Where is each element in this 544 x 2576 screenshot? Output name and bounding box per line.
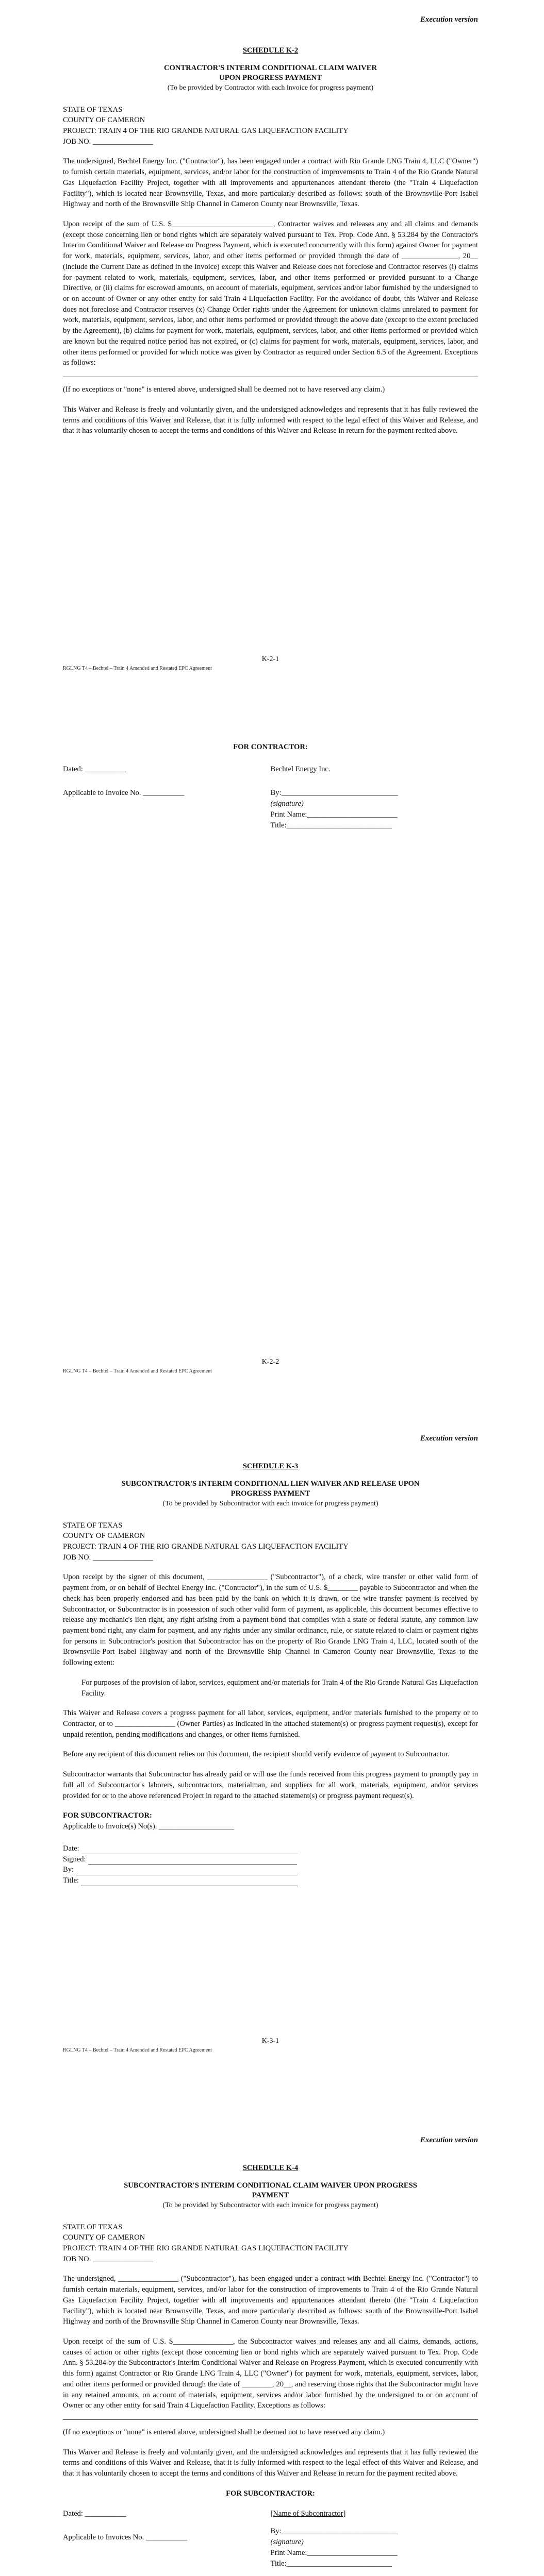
signature-left <box>63 764 254 831</box>
signature-caption: (signature) <box>270 2538 304 2547</box>
county-line: COUNTY OF CAMERON <box>63 1532 145 1540</box>
page-footer-k2-1 <box>0 655 544 671</box>
print-name-field[interactable]: Print Name:________________________ <box>270 810 398 819</box>
signature-lines <box>63 1843 478 1886</box>
release-paragraph: Upon receipt by the signer of this document, ________________ ("Subcontractor"), of a check, wire transfer or other valid form of payment from, or on behalf of Bechtel Energy Inc. ("Contractor"), in the sum of U.S. $________ payable to Subcontractor and when the check has been properly endorsed and has been paid by the bank on which it is drawn, or the wire transfer payment is received by Subcontractor, or Subcontractor is in possession of such other valid form of payment, as applicable, this document becomes effective to release any mechanic's lien right, any right arising from a payment bond that complies with a state or federal statute, any common law payment bond right, any claim for payment, and any rights under any similar ordinance, rule, or statute related to claim or payment rights for persons in Subcontractor's position that Subcontractor has on the property of Rio Grande LNG Train 4, LLC, located south of the Brownsville-Port Isabel Highway and north of the Brownsville Ship Channel in Cameron County near Brownsville, Texas to the following extent: <box>63 1573 478 1667</box>
execution-version-label: Execution version <box>420 15 478 24</box>
document-subtitle: (To be provided by Contractor with each invoice for progress payment) <box>167 83 374 92</box>
execution-version-label: Execution version <box>420 1434 478 1443</box>
state-line: STATE OF TEXAS <box>63 1521 123 1530</box>
schedule-heading: SCHEDULE K-2 <box>242 46 299 55</box>
execution-version-label: Execution version <box>420 2136 478 2144</box>
print-name-field[interactable]: Print Name:________________________ <box>270 2548 398 2557</box>
by-field[interactable]: By:_______________________________ <box>270 789 398 798</box>
signature-block <box>63 2509 478 2569</box>
coverage-paragraph: This Waiver and Release covers a progress payment for all labor, services, equipment, and/or materials furnished to the property or to Contractor, or to ________________ (Owner Parties) as indicated in the attached statement(s) or progress payment request(s), except for unpaid retention, pending modifications and changes, or other items furnished. <box>63 1709 478 1739</box>
warranty-paragraph: Subcontractor warrants that Subcontractor has already paid or will use the funds received from this progress payment to promptly pay in full all of Subcontractor's laborers, subcontractors, materialman, and suppliers for all work, materials, equipment, and/or services provided for or to the above referenced Project in regard to the attached statement(s) or progress payment request(s). <box>63 1770 478 1800</box>
page-k3-1 <box>0 1461 544 1886</box>
title-field[interactable]: Title:____________________________ <box>270 821 392 829</box>
job-number-line: JOB NO. ________________ <box>63 2255 153 2263</box>
exceptions-line <box>63 368 478 377</box>
for-contractor-heading: FOR CONTRACTOR: <box>233 743 308 751</box>
page-footer-k2-2 <box>0 1358 544 1374</box>
county-line: COUNTY OF CAMERON <box>63 2233 145 2242</box>
signature-right <box>271 764 479 831</box>
footer-reference: RGLNG T4 – Bechtel – Train 4 Amended and Restated EPC Agreement <box>63 666 212 671</box>
by-row[interactable]: By: <box>63 1865 478 1875</box>
project-line: PROJECT: TRAIN 4 OF THE RIO GRANDE NATURAL GAS LIQUEFACTION FACILITY <box>63 1542 349 1551</box>
purpose-paragraph: For purposes of the provision of labor, services, equipment and/or materials for Train 4 of the Rio Grande Natural Gas Liquefaction Facility. <box>81 1678 478 1698</box>
no-exceptions-note: (If no exceptions or "none" is entered above, undersigned shall be deemed not to have reserved any claim.) <box>63 2428 385 2437</box>
footer-reference: RGLNG T4 – Bechtel – Train 4 Amended and Restated EPC Agreement <box>63 2047 212 2053</box>
schedule-heading: SCHEDULE K-3 <box>242 1462 299 1470</box>
state-line: STATE OF TEXAS <box>63 2223 123 2231</box>
waiver-paragraph: Upon receipt of the sum of U.S. $________________, the Subcontractor waives and releases any and all claims, demands, actions, causes of action or other rights (except those concerning lien or bond rights which are separately waived pursuant to Tex. Prop. Code Ann. § 53.284 by the Subcontractor's Interim Conditional Waiver and Release on Progress Payment, which is executed concurrently with this form) against Contractor or Rio Grande LNG Train 4, LLC ("Owner") for payment for work, materials, equipment, services, labor, and other items performed or provided through the date of ________, 20__, and reserving those rights that the Subcontractor might have in any retained amounts, on account of materials, equipment, services and/or labor furnished by the undersigned to or on account of Owner or any other entity for said Train 4 Liquefaction Facility. Exceptions as follows: <box>63 2337 478 2410</box>
page-k2-2 <box>0 742 544 831</box>
by-field[interactable]: By:_______________________________ <box>270 2527 398 2536</box>
for-subcontractor-heading: FOR SUBCONTRACTOR: <box>63 1811 152 1820</box>
page-number: K-3-1 <box>261 2037 279 2045</box>
invoice-field[interactable]: Applicable to Invoice No. ___________ <box>63 789 185 798</box>
document-subtitle: (To be provided by Subcontractor with each invoice for progress payment) <box>162 1499 378 1507</box>
waiver-paragraph: Upon receipt of the sum of U.S. $___________________________, Contractor waives and releases any and all claims and demands (except those concerning lien or bond rights which are separately waived pursuant to Tex. Prop. Code Ann. § 53.284 by the Contractor's Interim Conditional Waiver and Release on Progress Payment, which is executed concurrently with this form) against Owner for payment for work, materials, equipment, services, labor, and other items performed or provided through the date of _______________, 20__ (include the Current Date as defined in the Invoice) except this Waiver and Release does not foreclose and Contractor reserves (i) claims for payment related to work, materials, equipment, services, labor, and other items performed or provided pursuant to a Change Directive, or (ii) claims for escrowed amounts, on account of materials, equipment, services and/or labor furnished by the undersigned to or on account of Owner or any other entity for said Train 4 Liquefaction Facility. For the avoidance of doubt, this Waiver and Release does not foreclose and Contractor reserves (x) Change Order rights under the Agreement for unknown claims unrelated to payment for work, materials, equipment, services, labor, and other items performed or provided through the above date (except to the extent precluded by the Agreement), (b) claims for payment for work, materials, equipment, services, labor, and other items performed or provided which are known but the required notice period has not expired, or (c) claims for payment for work, materials, equipment, services, labor, and other items performed or provided for which notice was given by Contractor as required under Section 6.5 of the Agreement. Exceptions as follows: <box>63 220 478 367</box>
page-k2-1 <box>0 45 544 436</box>
page-footer-k3-1 <box>0 2037 544 2053</box>
page-number: K-2-1 <box>261 655 279 663</box>
signature-left <box>63 2509 254 2569</box>
title-field[interactable]: Title:____________________________ <box>270 2559 392 2568</box>
schedule-heading: SCHEDULE K-4 <box>242 2164 299 2172</box>
job-number-line: JOB NO. ________________ <box>63 137 153 146</box>
state-line: STATE OF TEXAS <box>63 105 123 114</box>
voluntary-paragraph: This Waiver and Release is freely and voluntarily given, and the undersigned acknowledges and represents that it has fully reviewed the terms and conditions of this Waiver and Release, that it is fully informed with respect to the legal effect of this Waiver and Release, and that it has voluntarily chosen to accept the terms and conditions of this Waiver and Release in return for the payment recited above. <box>63 2448 478 2478</box>
invoice-field[interactable]: Applicable to Invoice(s) No(s). ____________________ <box>63 1822 234 1831</box>
project-line: PROJECT: TRAIN 4 OF THE RIO GRANDE NATURAL GAS LIQUEFACTION FACILITY <box>63 2244 349 2252</box>
job-number-line: JOB NO. ________________ <box>63 1553 153 1562</box>
for-subcontractor-heading: FOR SUBCONTRACTOR: <box>226 2489 315 2498</box>
date-row[interactable]: Date: <box>63 1843 478 1854</box>
county-line: COUNTY OF CAMERON <box>63 116 145 125</box>
page-number: K-2-2 <box>261 1358 279 1366</box>
engagement-paragraph: The undersigned, Bechtel Energy Inc. ("Contractor"), has been engaged under a contract with Rio Grande LNG Train 4, LLC ("Owner") to furnish certain materials, equipment, services, and/or labor for the construction of improvements to Train 4 of the Rio Grande Natural Gas Liquefaction Facility Project, together with all improvements and appurtenances attendant thereto (the "Train 4 Liquefaction Facility"), which is located near Brownsville, Texas, and more particularly described as follows: south of the Brownsville-Port Isabel Highway and north of the Brownsville Ship Channel in Cameron County near Brownsville, Texas. <box>63 157 478 209</box>
document-title: CONTRACTOR'S INTERIM CONDITIONAL CLAIM WAIVER UPON PROGRESS PAYMENT <box>163 63 377 82</box>
document-title: SUBCONTRACTOR'S INTERIM CONDITIONAL LIEN WAIVER AND RELEASE UPON PROGRESS PAYMENT <box>121 1479 420 1498</box>
dated-field[interactable]: Dated: ___________ <box>63 2509 126 2518</box>
page-k4-1 <box>0 2163 544 2569</box>
dated-field[interactable]: Dated: ___________ <box>63 765 126 773</box>
voluntary-paragraph: This Waiver and Release is freely and voluntarily given, and the undersigned acknowledges and represents that it has fully reviewed the terms and conditions of this Waiver and Release, that it is fully informed with respect to the legal effect of this Waiver and Release, and that it has voluntarily chosen to accept the terms and conditions of this Waiver and Release in return for the payment recited above. <box>63 405 478 435</box>
footer-reference: RGLNG T4 – Bechtel – Train 4 Amended and Restated EPC Agreement <box>63 1368 212 1374</box>
signed-row[interactable]: Signed: <box>63 1854 478 1865</box>
title-row[interactable]: Title: <box>63 1875 478 1886</box>
project-line: PROJECT: TRAIN 4 OF THE RIO GRANDE NATURAL GAS LIQUEFACTION FACILITY <box>63 126 349 135</box>
company-name: Bechtel Energy Inc. <box>270 765 331 773</box>
verification-paragraph: Before any recipient of this document relies on this document, the recipient should verify evidence of payment to Subcontractor. <box>63 1750 450 1759</box>
document-title: SUBCONTRACTOR'S INTERIM CONDITIONAL CLAIM WAIVER UPON PROGRESS PAYMENT <box>124 2181 417 2199</box>
document-subtitle: (To be provided by Subcontractor with each invoice for progress payment) <box>162 2201 378 2209</box>
engagement-paragraph: The undersigned, ________________ ("Subcontractor"), has been engaged under a contract with Bechtel Energy Inc. ("Contractor") to furnish certain materials, equipment, services, and/or labor for the construction of improvements to Train 4 of the Rio Grande Natural Gas Liquefaction Facility Project, together with all improvements and appurtenances attendant thereto (the "Train 4 Liquefaction Facility"), which is located near Brownsville, Texas, and more particularly described as follows: south of the Brownsville-Port Isabel Highway and north of the Brownsville Ship Channel in Cameron County near Brownsville, Texas. <box>63 2275 478 2326</box>
subcontractor-name: [Name of Subcontractor] <box>270 2509 346 2518</box>
signature-caption: (signature) <box>270 800 304 808</box>
signature-block <box>63 764 478 831</box>
no-exceptions-note: (If no exceptions or "none" is entered above, undersigned shall be deemed not to have reserved any claim.) <box>63 385 385 394</box>
invoice-field[interactable]: Applicable to Invoices No. ___________ <box>63 2533 188 2542</box>
signature-right <box>271 2509 479 2569</box>
exceptions-line <box>63 2411 478 2420</box>
